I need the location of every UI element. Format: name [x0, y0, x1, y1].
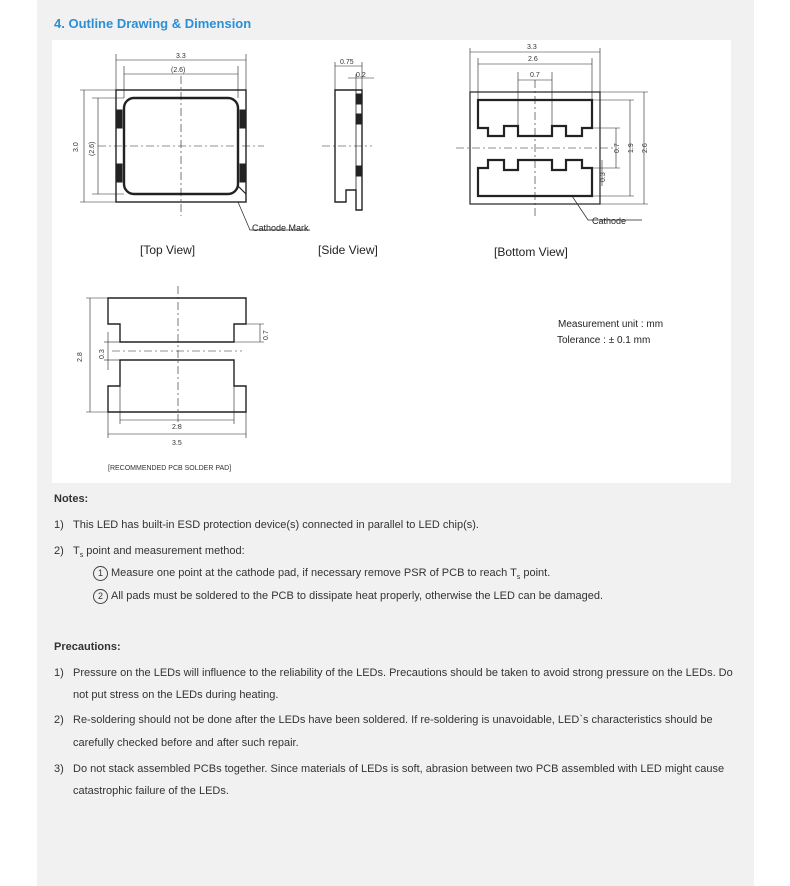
side-view-figure [322, 62, 374, 210]
top-view-inner-height-dim: (2.6) [89, 141, 96, 156]
bottom-view-overall-dim: 3.3 [527, 44, 537, 51]
side-view-step-dim: 0.2 [356, 72, 366, 79]
precaution-2-line-2: carefully checked before and after such repair. [73, 737, 299, 749]
precaution-2-number: 2) [54, 714, 64, 726]
bottom-view-v1-dim: 0.3 [600, 172, 607, 182]
solder-pad-label: [RECOMMENDED PCB SOLDER PAD] [108, 465, 232, 472]
top-view-height-dim: 3.0 [73, 142, 80, 152]
precaution-3-line-2: catastrophic failure of the LEDs. [73, 785, 229, 797]
bottom-view-v4-dim: 2.6 [642, 143, 649, 153]
note-1-text: This LED has built-in ESD protection device(s) connected in parallel to LED chip(s). [73, 519, 479, 531]
precaution-3-line-1: Do not stack assembled PCBs together. Since materials of LEDs is soft, abrasion between two PCB assembled with LED might cause [73, 763, 725, 775]
bottom-view-v3-dim: 1.9 [628, 143, 635, 153]
outline-drawing-panel [52, 40, 731, 483]
solder-pad-outer-dim: 3.5 [172, 440, 182, 447]
precaution-1-number: 1) [54, 667, 64, 679]
side-view-label: [Side View] [318, 243, 378, 257]
note-2-step-2: 2 All pads must be soldered to the PCB to dissipate heat properly, otherwise the LED can be damaged. [93, 589, 603, 604]
precaution-2-line-1: Re-soldering should not be done after the LEDs have been soldered. If re-soldering is unavoidable, LED`s characteristics should be [73, 714, 713, 726]
precaution-1-line-1: Pressure on the LEDs will influence to the reliability of the LEDs. Precautions should be taken to avoid strong pressure on the LEDs. Do [73, 667, 733, 679]
bottom-view-figure [456, 48, 648, 220]
solder-pad-pad-dim: 0.7 [263, 330, 270, 340]
precautions-heading: Precautions: [54, 641, 121, 653]
note-2-number: 2) [54, 545, 64, 557]
top-view-width-dim: 3.3 [176, 53, 186, 60]
precaution-1-line-2: not put stress on the LEDs during heating. [73, 689, 279, 701]
tolerance: Tolerance : ± 0.1 mm [557, 335, 651, 346]
cathode-mark-label: Cathode Mark [252, 223, 309, 233]
bottom-view-cathode-label: Cathode [592, 216, 627, 226]
solder-pad-figure [86, 286, 264, 438]
note-1-number: 1) [54, 519, 64, 531]
note-2-text: $T_s$ point and measurement method: [73, 545, 245, 560]
circled-number-2: 2 [93, 589, 108, 604]
top-view-figure [80, 54, 310, 230]
circled-number-1: 1 [93, 566, 108, 581]
outline-drawing-svg [52, 40, 731, 483]
solder-pad-inner-dim: 2.8 [172, 424, 182, 431]
bottom-view-pads-dim: 2.6 [528, 56, 538, 63]
notes-heading: Notes: [54, 493, 89, 505]
solder-pad-gap-dim: 0.3 [99, 349, 106, 359]
bottom-view-v2-dim: 0.7 [614, 143, 621, 153]
bottom-view-gap-dim: 0.7 [530, 72, 540, 79]
solder-pad-height-dim: 2.8 [77, 352, 84, 362]
bottom-view-label: [Bottom View] [494, 245, 568, 259]
measurement-unit: Measurement unit : mm [558, 319, 664, 330]
precaution-3-number: 3) [54, 763, 64, 775]
side-view-thickness-dim: 0.75 [340, 59, 354, 66]
note-2-step-1: 1 Measure one point at the cathode pad, if necessary remove PSR of PCB to reach $T_s$ point. [93, 566, 550, 581]
top-view-label: [Top View] [140, 243, 196, 257]
section-title: 4. Outline Drawing & Dimension [54, 16, 252, 31]
top-view-inner-width-dim: (2.6) [171, 67, 186, 74]
